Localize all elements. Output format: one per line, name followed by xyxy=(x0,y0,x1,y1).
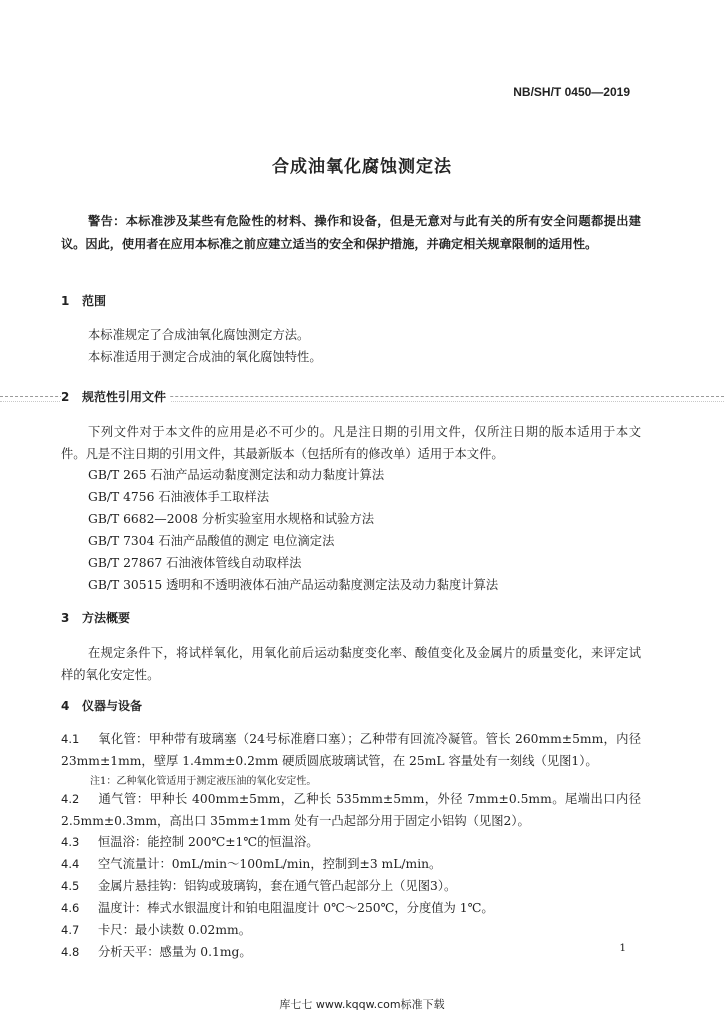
item-number: 4.2 xyxy=(61,792,80,806)
reference-item: GB/T 7304 石油产品酸值的测定 电位滴定法 xyxy=(88,534,335,548)
section-number: 3 xyxy=(61,611,70,625)
footer-watermark: 库七七 www.kqqw.com标准下载 xyxy=(279,998,445,1011)
equipment-item xyxy=(61,920,251,938)
equipment-item xyxy=(61,876,456,894)
warning-paragraph: 警告：本标准涉及某些有危险性的材料、操作和设备，但是无意对与此有关的所有安全问题都提出建议。因此，使用者在应用本标准之前应建立适当的安全和保护措施，并确定相关规章限制的适用性。 xyxy=(61,214,641,251)
section-1-heading xyxy=(61,292,106,309)
item-number: 4.7 xyxy=(61,923,80,937)
item-text: 通气管：甲种长 400mm±5mm，乙种长 535mm±5mm，外径 7mm±0.5mm。尾端出口内径 2.5mm±0.3mm，高出口 35mm±1mm 处有一凸起部分用于固定小铝钩（见图2）。 xyxy=(61,792,641,828)
item-text: 氧化管：甲种带有玻璃塞（24号标准磨口塞）；乙种带有回流冷凝管。管长 260mm±5mm，内径 23mm±1mm，壁厚 1.4mm±0.2mm 硬质圆底玻璃试管，在 25mL 容量处有一刻线（见图1）。 xyxy=(61,732,641,768)
reference-item: GB/T 27867 石油液体管线自动取样法 xyxy=(88,556,302,570)
section-number: 4 xyxy=(61,699,70,713)
item-text: 空气流量计：0mL/min～100mL/min，控制到±3 mL/min。 xyxy=(98,857,442,871)
note: 注1：乙种氧化管适用于测定液压油的氧化安定性。 xyxy=(90,776,317,787)
section-title: 范围 xyxy=(82,294,107,308)
item-number: 4.1 xyxy=(61,732,80,746)
item-text: 卡尺：最小读数 0.02mm。 xyxy=(98,923,251,937)
item-text: 金属片悬挂钩：铝钩或玻璃钩，套在通气管凸起部分上（见图3）。 xyxy=(98,879,457,893)
item-text: 温度计：棒式水银温度计和铂电阻温度计 0℃～250℃，分度值为 1℃。 xyxy=(98,901,494,915)
equipment-item xyxy=(61,728,641,772)
reference-item: GB/T 6682—2008 分析实验室用水规格和试验方法 xyxy=(88,512,375,526)
scope-line: 本标准规定了合成油氧化腐蚀测定方法。 xyxy=(88,328,310,342)
equipment-item xyxy=(61,854,441,872)
page-number: 1 xyxy=(619,942,626,954)
section-title: 方法概要 xyxy=(82,611,131,625)
standard-code: NB/SH/T 0450—2019 xyxy=(513,85,630,99)
method-summary: 在规定条件下，将试样氧化，用氧化前后运动黏度变化率、酸值变化及金属片的质量变化，来评定试样的氧化安定性。 xyxy=(61,646,641,682)
reference-item: GB/T 30515 透明和不透明液体石油产品运动黏度测定法及动力黏度计算法 xyxy=(88,578,499,592)
section-number: 2 xyxy=(61,390,70,404)
item-number: 4.6 xyxy=(61,901,80,915)
item-text: 分析天平：感量为 0.1mg。 xyxy=(98,945,252,959)
section-2-heading xyxy=(61,388,170,405)
scope-line: 本标准适用于测定合成油的氧化腐蚀特性。 xyxy=(88,350,322,364)
section-number: 1 xyxy=(61,294,70,308)
equipment-item xyxy=(61,832,319,850)
section-4-heading xyxy=(61,697,142,714)
equipment-item xyxy=(61,898,494,916)
reference-item: GB/T 4756 石油液体手工取样法 xyxy=(88,490,269,504)
item-number: 4.4 xyxy=(61,857,80,871)
document-title: 合成油氧化腐蚀测定法 xyxy=(272,157,452,177)
section-title: 仪器与设备 xyxy=(82,699,143,713)
item-number: 4.5 xyxy=(61,879,80,893)
equipment-item xyxy=(61,942,252,960)
item-number: 4.8 xyxy=(61,945,80,959)
reference-item: GB/T 265 石油产品运动黏度测定法和动力黏度计算法 xyxy=(88,468,385,482)
references-intro: 下列文件对于本文件的应用是必不可少的。凡是注日期的引用文件，仅所注日期的版本适用于本文件。凡是不注日期的引用文件，其最新版本（包括所有的修改单）适用于本文件。 xyxy=(61,425,641,461)
section-3-heading xyxy=(61,609,130,626)
equipment-item xyxy=(61,788,641,832)
item-text: 恒温浴：能控制 200℃±1℃的恒温浴。 xyxy=(98,835,319,849)
section-title: 规范性引用文件 xyxy=(82,390,167,404)
item-number: 4.3 xyxy=(61,835,80,849)
